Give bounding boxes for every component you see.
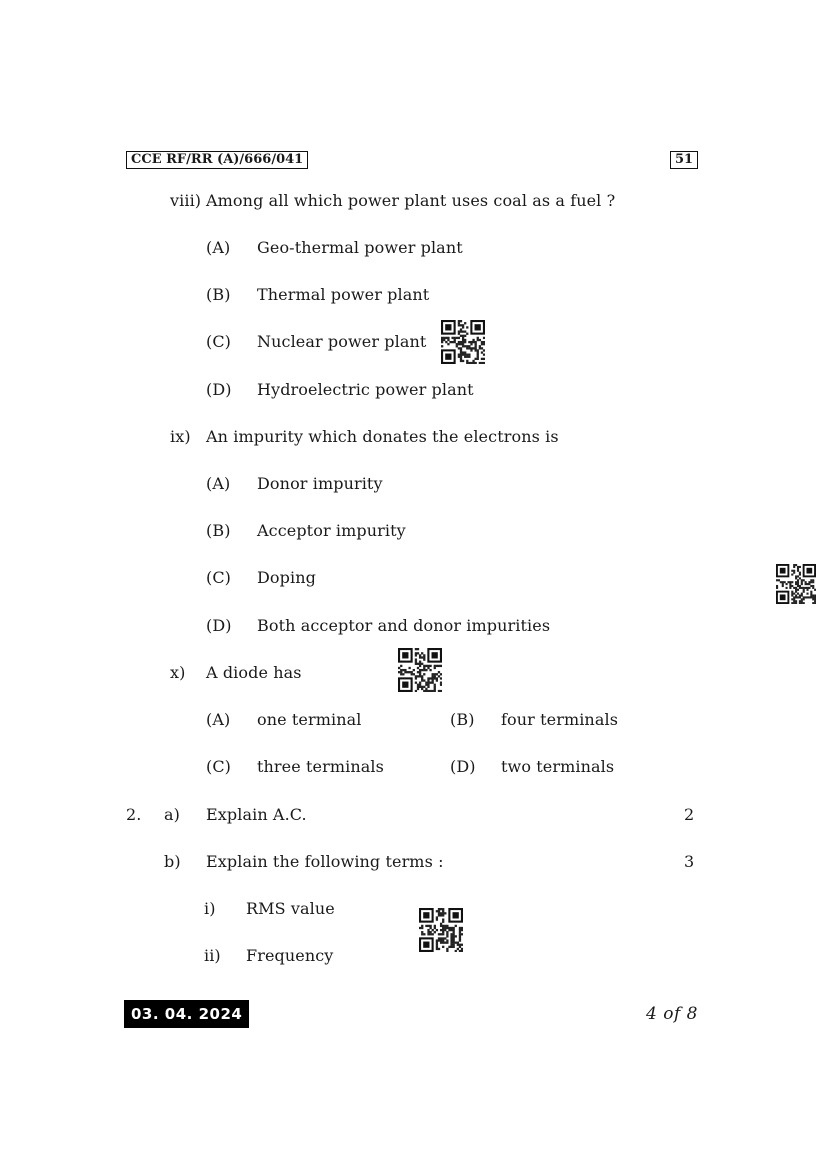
q8-option-d-text: Hydroelectric power plant <box>257 380 474 399</box>
page-number: 4 of 8 <box>646 1004 698 1024</box>
q2b-item-2-label: ii) <box>204 946 221 965</box>
qr-code-3-icon <box>398 648 442 692</box>
qr-code-2-icon <box>776 564 816 604</box>
q8-option-a-text: Geo-thermal power plant <box>257 238 463 257</box>
q10-option-d-text: two terminals <box>501 757 615 776</box>
q8-number: viii) <box>170 191 202 210</box>
q2b-item-2-text: Frequency <box>246 946 334 965</box>
q2b-marks: 3 <box>684 852 695 871</box>
q9-option-d-label: (D) <box>206 616 232 635</box>
q2b-label: b) <box>164 852 181 871</box>
q10-option-a-text: one terminal <box>257 710 362 729</box>
q8-option-b-label: (B) <box>206 285 231 304</box>
q9-option-a-label: (A) <box>206 474 231 493</box>
q9-option-b-text: Acceptor impurity <box>257 521 406 540</box>
q10-option-c-label: (C) <box>206 757 232 776</box>
q9-option-c-text: Doping <box>257 568 316 587</box>
q9-option-a-text: Donor impurity <box>257 474 383 493</box>
q8-option-c-text: Nuclear power plant <box>257 332 427 351</box>
q10-option-c-text: three terminals <box>257 757 384 776</box>
q10-option-d-label: (D) <box>450 757 476 776</box>
q9-number: ix) <box>170 427 191 446</box>
q2-number: 2. <box>126 805 142 824</box>
paper-code: CCE RF/RR (A)/666/041 <box>126 151 308 169</box>
q9-option-b-label: (B) <box>206 521 231 540</box>
q8-option-c-label: (C) <box>206 332 232 351</box>
q10-text: A diode has <box>206 663 302 682</box>
q8-option-a-label: (A) <box>206 238 231 257</box>
q10-number: x) <box>170 663 186 682</box>
exam-date-badge: 03. 04. 2024 <box>124 1000 249 1028</box>
q8-option-b-text: Thermal power plant <box>257 285 430 304</box>
page-code: 51 <box>670 151 698 169</box>
q2a-text: Explain A.C. <box>206 805 307 824</box>
qr-code-4-icon <box>419 908 463 952</box>
q2a-label: a) <box>164 805 180 824</box>
q2a-marks: 2 <box>684 805 695 824</box>
q2b-text: Explain the following terms : <box>206 852 444 871</box>
qr-code-1-icon <box>441 320 485 364</box>
q2b-item-1-text: RMS value <box>246 899 335 918</box>
q8-option-d-label: (D) <box>206 380 232 399</box>
q10-option-b-text: four terminals <box>501 710 619 729</box>
q2b-item-1-label: i) <box>204 899 216 918</box>
q9-option-c-label: (C) <box>206 568 232 587</box>
q9-text: An impurity which donates the electrons is <box>206 427 559 446</box>
q10-option-b-label: (B) <box>450 710 475 729</box>
q10-option-a-label: (A) <box>206 710 231 729</box>
q9-option-d-text: Both acceptor and donor impurities <box>257 616 551 635</box>
q8-text: Among all which power plant uses coal as a fuel ? <box>206 191 616 210</box>
